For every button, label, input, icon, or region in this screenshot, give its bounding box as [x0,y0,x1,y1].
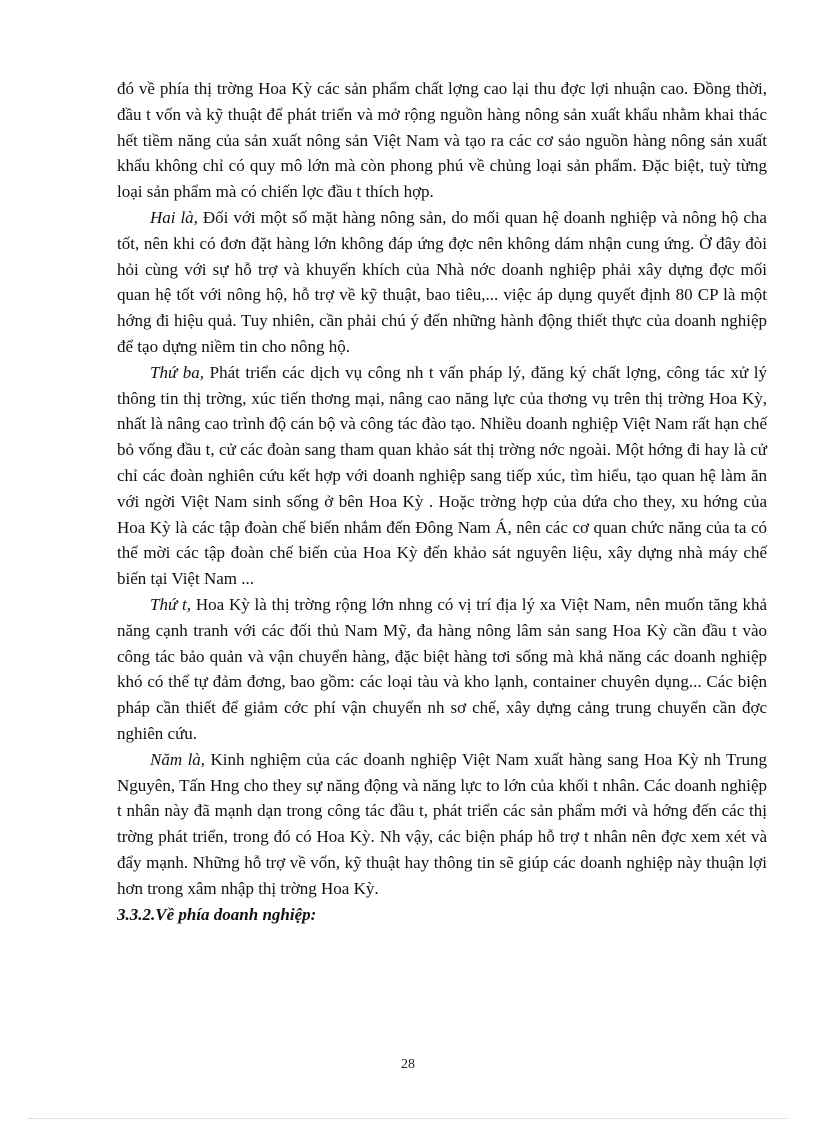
paragraph-continuation [117,76,767,205]
page-number: 28 [401,1057,415,1072]
paragraph-thu-ba [117,360,767,592]
paragraph-lead: Năm là, [150,749,206,769]
paragraph-text: Hoa Kỳ là thị trờng rộng lớn nhng có vị trí địa lý xa Việt Nam, nên muốn tăng khả năng cạnh tranh với các đối thủ Nam Mỹ, đa hàng nông lâm sản sang Hoa Kỳ cần đầu t vào công tác bảo quản và vận chuyển hàng, đặc biệt hàng tơi sống mà khả năng các doanh nghiệp khó có thể tự đảm đơng, bao gồm: các loại tàu và kho lạnh, container chuyên dụng... Các biện pháp cần thiết để giảm cớc phí vận chuyển nh sơ chế, xây dựng cảng trung chuyển cần đợc nghiên cứu. [117,594,767,743]
paragraph-lead: Thứ ba, [150,362,205,382]
paragraph-text: Đối với một số mặt hàng nông sản, do mối quan hệ doanh nghiệp và nông hộ cha tốt, nên khi có đơn đặt hàng lớn không đáp ứng đợc nên không dám nhận cung ứng. Ở đây đòi hỏi cùng với sự hỗ trợ và khuyến khích của Nhà nớc doanh nghiệp phải xây dựng đợc mối quan hệ tốt với nông hộ, hỗ trợ về kỹ thuật, bao tiêu,... việc áp dụng quyết định 80 CP là một hớng đi hiệu quả. Tuy nhiên, cần phải chú ý đến những hành động thiết thực của doanh nghiệp để tạo dựng niềm tin cho nông hộ. [117,207,767,356]
paragraph-text: đó về phía thị trờng Hoa Kỳ các sản phẩm chất lợng cao lại thu đợc lợi nhuận cao. Đồng thời, đầu t vốn và kỹ thuật để phát triển và mở rộng nguồn hàng nông sản xuất khẩu nhằm khai thác hết tiềm năng của sản xuất nông sản Việt Nam và tạo ra các cơ sảo nguồn hàng nông sản xuất khẩu không chỉ có quy mô lớn mà còn phong phú về chủng loại sản phẩm. Đặc biệt, tuỳ từng loại sản phẩm mà có chiến lợc đầu t thích hợp. [117,79,767,202]
paragraph-text: Kinh nghiệm của các doanh nghiệp Việt Nam xuất hàng sang Hoa Kỳ nh Trung Nguyên, Tấn Hng cho they sự năng động và năng lực to lớn của khối t nhân. Các doanh nghiệp t nhân này đã mạnh dạn trong công tác đầu t, phát triển các sản phẩm mới và hớng đến các thị trờng phát triển, trong đó có Hoa Kỳ. Nh vậy, các biện pháp hỗ trợ t nhân nên đợc xem xét và đẩy mạnh. Những hỗ trợ về vốn, kỹ thuật hay thông tin sẽ giúp các doanh nghiệp này thuận lợi hơn trong xâm nhập thị trờng Hoa Kỳ. [117,749,768,898]
page-body [117,76,767,927]
paragraph-thu-tu [117,592,767,747]
paragraph-nam-la [117,747,767,902]
paragraph-text: Phát triển các dịch vụ công nh t vấn pháp lý, đăng ký chất lợng, công tác xử lý thông tin thị trờng, xúc tiến thơng mại, nâng cao năng lực của thơng vụ trên thị trờng Hoa Kỳ, nhất là nâng cao trình độ cán bộ và công tác đào tạo. Nhiều doanh nghiệp Việt Nam rất hạn chế bỏ vống đầu t, cử các đoàn sang tham quan khảo sát thị trờng nớc ngoài. Một hớng đi hay là cử chỉ các đoàn nghiên cứu kết hợp với doanh nghiệp sang tiếp xúc, tìm hiểu, tạo quan hệ làm ăn với ngời Việt Nam sinh sống ở bên Hoa Kỳ . Hoặc trờng hợp của dứa cho they, xu hớng của Hoa Kỳ là các tập đoàn chế biến nhắm đến Đông Nam Á, nên các cơ quan chức năng của ta có thể mời các tập đoàn chế biến của Hoa Kỳ đến khảo sát nguyên liệu, xây dựng nhà máy chế biến tại Việt Nam ... [117,362,767,589]
paragraph-hai-la [117,205,767,360]
section-heading: 3.3.2.Về phía doanh nghiệp: [117,904,317,924]
footer-divider [28,1118,788,1119]
paragraph-lead: Thứ t, [150,594,192,614]
paragraph-lead: Hai là, [150,207,198,227]
